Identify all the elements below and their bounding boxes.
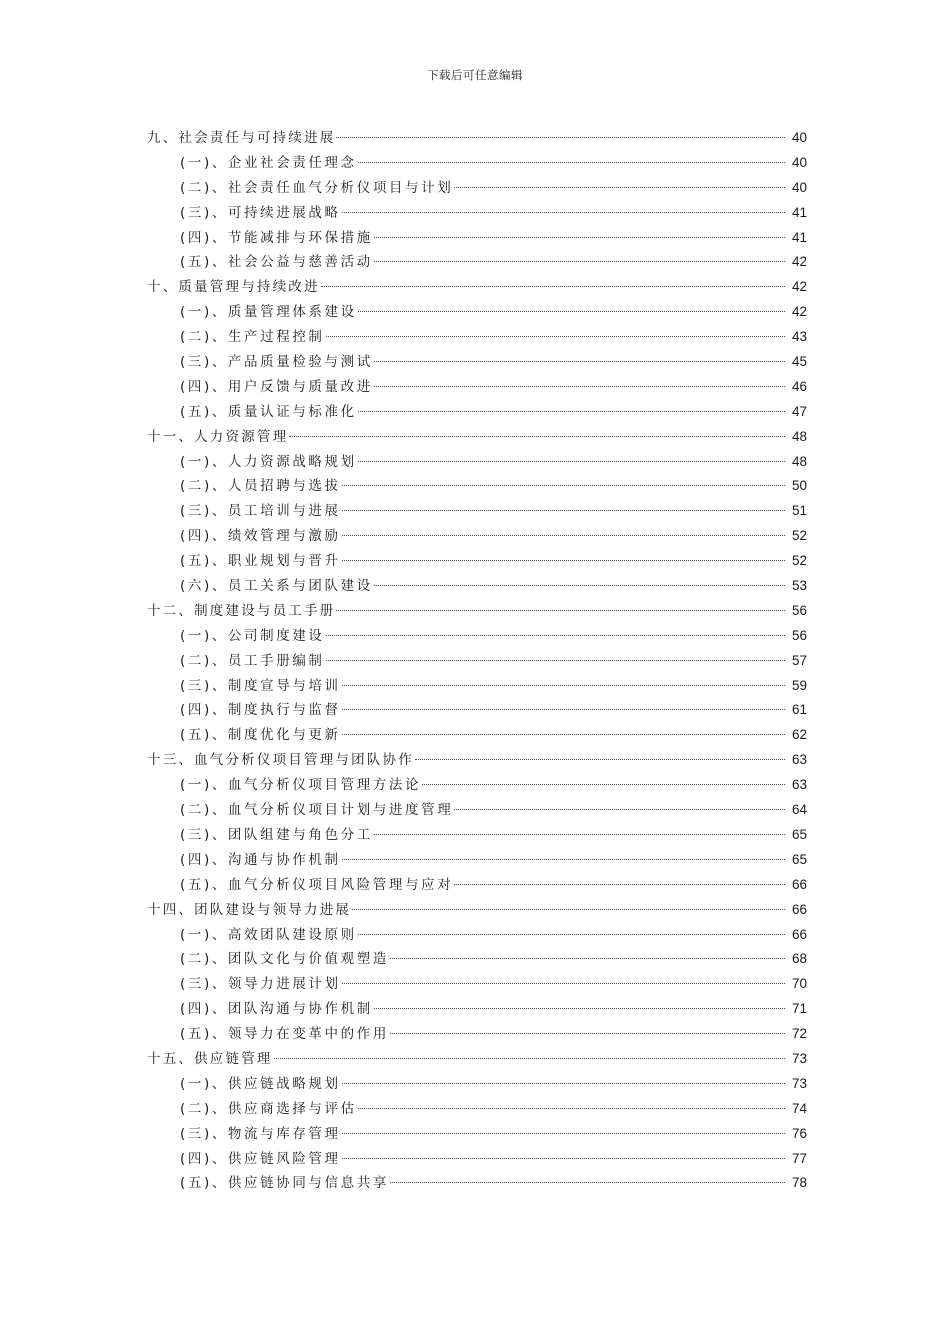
toc-dot-leader xyxy=(342,709,785,710)
toc-section-entry[interactable] xyxy=(147,947,807,972)
toc-section-entry[interactable] xyxy=(147,1072,807,1097)
toc-dot-leader xyxy=(342,1158,785,1159)
toc-dot-leader xyxy=(342,1083,785,1084)
toc-section-entry[interactable] xyxy=(147,1122,807,1147)
toc-entry-title: 九、社会责任与可持续进展 xyxy=(147,130,336,146)
toc-entry-title: (四)、节能减排与环保措施 xyxy=(180,229,373,246)
toc-section-entry[interactable] xyxy=(147,325,807,350)
toc-section-entry[interactable] xyxy=(147,499,807,524)
toc-section-entry[interactable] xyxy=(147,773,807,798)
toc-entry-title: (四)、供应链风险管理 xyxy=(180,1150,341,1167)
toc-section-entry[interactable] xyxy=(147,624,807,649)
toc-chapter-entry[interactable] xyxy=(147,898,807,923)
toc-section-entry[interactable] xyxy=(147,723,807,748)
toc-section-entry[interactable] xyxy=(147,375,807,400)
toc-page-number: 73 xyxy=(791,1050,807,1066)
toc-page-number: 51 xyxy=(791,503,807,519)
toc-dot-leader xyxy=(374,585,785,586)
toc-dot-leader xyxy=(374,261,785,262)
toc-dot-leader xyxy=(390,1033,785,1034)
toc-page-number: 40 xyxy=(791,130,807,145)
toc-chapter-entry[interactable] xyxy=(147,126,807,151)
toc-page-number: 42 xyxy=(791,304,807,320)
toc-section-entry[interactable] xyxy=(147,674,807,699)
toc-dot-leader xyxy=(415,759,785,760)
toc-entry-title: (三)、产品质量检验与测试 xyxy=(180,354,373,371)
toc-dot-leader xyxy=(374,361,785,362)
toc-entry-title: (五)、领导力在变革中的作用 xyxy=(180,1026,389,1043)
toc-section-entry[interactable] xyxy=(147,798,807,823)
toc-page-number: 48 xyxy=(791,428,807,444)
toc-section-entry[interactable] xyxy=(147,524,807,549)
toc-chapter-entry[interactable] xyxy=(147,1047,807,1072)
toc-entry-title: (五)、血气分析仪项目风险管理与应对 xyxy=(180,876,454,893)
toc-page-number: 70 xyxy=(791,976,807,992)
toc-section-entry[interactable] xyxy=(147,474,807,499)
toc-page-number: 71 xyxy=(791,1001,807,1017)
toc-dot-leader xyxy=(321,286,785,287)
toc-entry-title: (三)、员工培训与进展 xyxy=(180,503,341,520)
toc-page-number: 52 xyxy=(791,553,807,569)
toc-page-number: 41 xyxy=(791,204,807,220)
table-of-contents xyxy=(147,126,807,1196)
toc-dot-leader xyxy=(342,859,785,860)
toc-dot-leader xyxy=(274,1058,785,1059)
toc-section-entry[interactable] xyxy=(147,649,807,674)
toc-page-number: 64 xyxy=(791,802,807,818)
toc-dot-leader xyxy=(342,560,785,561)
toc-entry-title: (三)、制度宣导与培训 xyxy=(180,677,341,694)
toc-page-number: 53 xyxy=(791,578,807,594)
toc-dot-leader xyxy=(326,660,785,661)
toc-entry-title: (五)、供应链协同与信息共享 xyxy=(180,1175,389,1192)
toc-dot-leader xyxy=(336,610,785,611)
toc-section-entry[interactable] xyxy=(147,151,807,176)
toc-page-number: 45 xyxy=(791,354,807,370)
toc-page-number: 56 xyxy=(791,602,807,618)
toc-section-entry[interactable] xyxy=(147,1022,807,1047)
toc-dot-leader xyxy=(336,137,785,138)
toc-dot-leader xyxy=(289,436,785,437)
toc-section-entry[interactable] xyxy=(147,350,807,375)
toc-page-number: 73 xyxy=(791,1075,807,1091)
toc-page-number: 77 xyxy=(791,1150,807,1166)
toc-chapter-entry[interactable] xyxy=(147,748,807,773)
toc-chapter-entry[interactable] xyxy=(147,425,807,450)
toc-dot-leader xyxy=(326,635,785,636)
toc-dot-leader xyxy=(422,784,785,785)
toc-dot-leader xyxy=(358,934,785,935)
toc-page-number: 68 xyxy=(791,951,807,967)
toc-entry-title: (一)、公司制度建设 xyxy=(180,627,325,644)
toc-section-entry[interactable] xyxy=(147,873,807,898)
toc-entry-title: (四)、用户反馈与质量改进 xyxy=(180,378,373,395)
toc-section-entry[interactable] xyxy=(147,574,807,599)
toc-page-number: 65 xyxy=(791,826,807,842)
toc-entry-title: 十三、血气分析仪项目管理与团队协作 xyxy=(147,752,414,769)
toc-entry-title: (二)、生产过程控制 xyxy=(180,329,325,346)
toc-dot-leader xyxy=(358,461,785,462)
toc-chapter-entry[interactable] xyxy=(147,599,807,624)
toc-dot-leader xyxy=(342,535,785,536)
toc-entry-title: (一)、供应链战略规划 xyxy=(180,1075,341,1092)
toc-page-number: 50 xyxy=(791,478,807,494)
toc-page-number: 63 xyxy=(791,752,807,768)
toc-entry-title: (三)、领导力进展计划 xyxy=(180,976,341,993)
toc-entry-title: (二)、员工手册编制 xyxy=(180,652,325,669)
toc-page-number: 72 xyxy=(791,1026,807,1042)
toc-page-number: 59 xyxy=(791,677,807,693)
toc-entry-title: (三)、可持续进展战略 xyxy=(180,204,341,221)
toc-dot-leader xyxy=(358,1108,785,1109)
toc-page-number: 41 xyxy=(791,229,807,245)
toc-section-entry[interactable] xyxy=(147,176,807,201)
toc-entry-title: 十、质量管理与持续改进 xyxy=(147,279,320,296)
toc-entry-title: (一)、血气分析仪项目管理方法论 xyxy=(180,777,422,794)
toc-section-entry[interactable] xyxy=(147,300,807,325)
toc-page-number: 66 xyxy=(791,901,807,917)
toc-page-number: 62 xyxy=(791,727,807,743)
toc-dot-leader xyxy=(358,311,785,312)
toc-dot-leader xyxy=(342,983,785,984)
toc-section-entry[interactable] xyxy=(147,226,807,251)
toc-dot-leader xyxy=(374,386,785,387)
toc-entry-title: 十五、供应链管理 xyxy=(147,1050,273,1067)
toc-entry-title: (二)、供应商选择与评估 xyxy=(180,1100,357,1117)
toc-dot-leader xyxy=(358,162,785,163)
toc-dot-leader xyxy=(342,734,785,735)
toc-section-entry[interactable] xyxy=(147,400,807,425)
toc-page-number: 57 xyxy=(791,652,807,668)
toc-dot-leader xyxy=(326,336,785,337)
toc-section-entry[interactable] xyxy=(147,823,807,848)
toc-entry-title: (五)、社会公益与慈善活动 xyxy=(180,254,373,271)
toc-entry-title: (一)、质量管理体系建设 xyxy=(180,304,357,321)
toc-chapter-entry[interactable] xyxy=(147,275,807,300)
toc-dot-leader xyxy=(342,1133,785,1134)
toc-entry-title: 十一、人力资源管理 xyxy=(147,428,289,445)
toc-page-number: 66 xyxy=(791,876,807,892)
toc-dot-leader xyxy=(374,834,785,835)
toc-page-number: 47 xyxy=(791,403,807,419)
toc-page-number: 42 xyxy=(791,279,807,295)
toc-page-number: 43 xyxy=(791,329,807,345)
toc-entry-title: (五)、质量认证与标准化 xyxy=(180,403,357,420)
toc-section-entry[interactable] xyxy=(147,549,807,574)
toc-entry-title: 十四、团队建设与领导力进展 xyxy=(147,901,352,918)
toc-dot-leader xyxy=(342,212,785,213)
page-header: 下载后可任意编辑 xyxy=(427,68,523,82)
toc-dot-leader xyxy=(454,809,785,810)
toc-page-number: 65 xyxy=(791,851,807,867)
toc-entry-title: (四)、绩效管理与激励 xyxy=(180,528,341,545)
toc-entry-title: (五)、职业规划与晋升 xyxy=(180,553,341,570)
toc-page-number: 74 xyxy=(791,1100,807,1116)
toc-entry-title: (五)、制度优化与更新 xyxy=(180,727,341,744)
toc-dot-leader xyxy=(374,237,785,238)
toc-entry-title: (六)、员工关系与团队建设 xyxy=(180,578,373,595)
toc-dot-leader xyxy=(454,884,785,885)
toc-page-number: 42 xyxy=(791,254,807,270)
toc-entry-title: (二)、社会责任血气分析仪项目与计划 xyxy=(180,179,454,196)
toc-section-entry[interactable] xyxy=(147,848,807,873)
toc-entry-title: (一)、高效团队建设原则 xyxy=(180,926,357,943)
toc-dot-leader xyxy=(342,685,785,686)
toc-dot-leader xyxy=(374,1008,785,1009)
toc-dot-leader xyxy=(454,187,785,188)
toc-page-number: 66 xyxy=(791,926,807,942)
toc-section-entry[interactable] xyxy=(147,250,807,275)
toc-section-entry[interactable] xyxy=(147,1097,807,1122)
toc-dot-leader xyxy=(390,1182,785,1183)
toc-page-number: 52 xyxy=(791,528,807,544)
toc-page-number: 78 xyxy=(791,1175,807,1191)
toc-page-number: 63 xyxy=(791,777,807,793)
toc-section-entry[interactable] xyxy=(147,1171,807,1196)
toc-entry-title: (三)、团队组建与角色分工 xyxy=(180,826,373,843)
toc-dot-leader xyxy=(342,510,785,511)
toc-section-entry[interactable] xyxy=(147,997,807,1022)
toc-entry-title: (四)、沟通与协作机制 xyxy=(180,851,341,868)
toc-section-entry[interactable] xyxy=(147,972,807,997)
toc-entry-title: (三)、物流与库存管理 xyxy=(180,1125,341,1142)
toc-section-entry[interactable] xyxy=(147,1147,807,1172)
toc-entry-title: (一)、人力资源战略规划 xyxy=(180,453,357,470)
toc-entry-title: (四)、制度执行与监督 xyxy=(180,702,341,719)
toc-entry-title: (二)、血气分析仪项目计划与进度管理 xyxy=(180,802,454,819)
toc-page-number: 46 xyxy=(791,378,807,394)
toc-dot-leader xyxy=(342,485,785,486)
toc-page-number: 48 xyxy=(791,453,807,469)
toc-dot-leader xyxy=(352,909,785,910)
toc-entry-title: (二)、团队文化与价值观塑造 xyxy=(180,951,389,968)
toc-entry-title: 十二、制度建设与员工手册 xyxy=(147,602,336,619)
toc-section-entry[interactable] xyxy=(147,698,807,723)
toc-page-number: 56 xyxy=(791,627,807,643)
toc-section-entry[interactable] xyxy=(147,450,807,475)
toc-entry-title: (二)、人员招聘与选拔 xyxy=(180,478,341,495)
toc-section-entry[interactable] xyxy=(147,201,807,226)
toc-page-number: 40 xyxy=(791,179,807,195)
toc-page-number: 61 xyxy=(791,702,807,718)
toc-dot-leader xyxy=(390,958,785,959)
toc-entry-title: (一)、企业社会责任理念 xyxy=(180,154,357,171)
toc-section-entry[interactable] xyxy=(147,923,807,948)
toc-page-number: 76 xyxy=(791,1125,807,1141)
toc-entry-title: (四)、团队沟通与协作机制 xyxy=(180,1001,373,1018)
toc-page-number: 40 xyxy=(791,154,807,170)
toc-dot-leader xyxy=(358,411,785,412)
